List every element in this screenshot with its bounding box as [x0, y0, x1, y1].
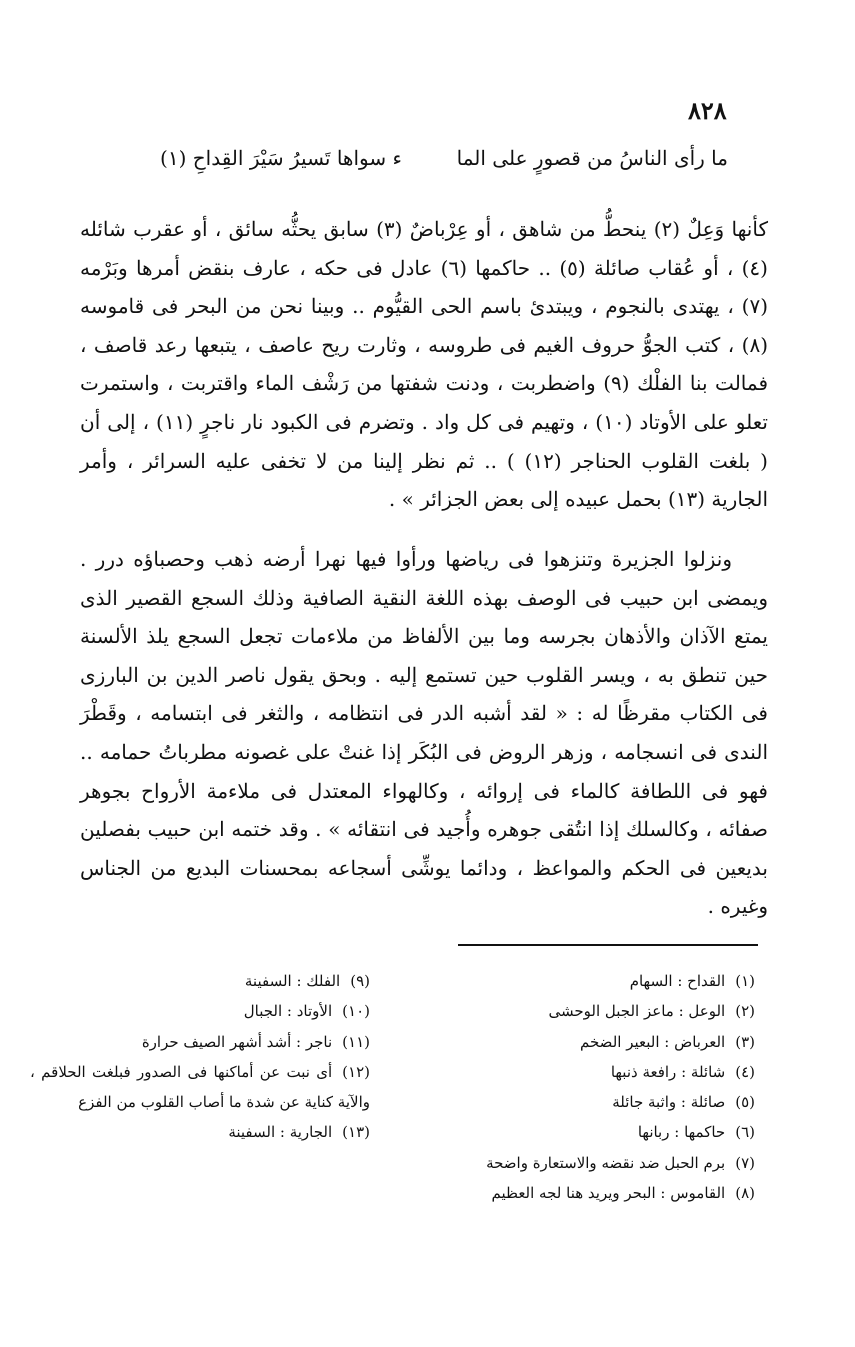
- footnote-text: الأوتاد : الجبال: [243, 1002, 333, 1021]
- footnote-text: الجارية : السفينة: [228, 1123, 333, 1142]
- footnote: [30, 966, 370, 996]
- paragraph-2: ونزلوا الجزيرة وتنزهوا فى رياضها ورأوا فيها نهرا أرضه ذهب وحصباؤه درر . ويمضى ابن حبيب فى الوصف بهذه اللغة النقية الصافية وذلك السجع القصير الذى يمتع الآذان والأذهان بجرسه وما بين الألفاظ من ملاءمات تجعل السجع يلذ الألسنة حين تنطق به ، ويسر القلوب حين تستمع إليه . وبحق يقول ناصر الدين بن البارزى فى الكتاب مقرظًا له : « لقد أشبه الدر فى انتظامه ، والثغر فى ابتسامه ، وقَطْرَ الندى فى انسجامه ، وزهر الروض فى البُكَر إذا غنتْ على غصونه مطرباتُ حمامه .. فهو فى اللطافة كالماء فى إروائه ، وكالهواء المعتدل فى ملاءمة الأرواح بجوهر صفائه ، وكالسلك إذا انتُقى جوهره وأُجيد فى انتقائه » . وقد ختمه ابن حبيب بفصلين بديعين فى الحكم والمواعظ ، ودائما يوشِّى أسجاعه بمحسنات البديع من الجناس وغيره .: [80, 547, 768, 919]
- footnote-text: صائلة : واثبة جائلة: [612, 1093, 726, 1112]
- footnote-number: (٢): [735, 1002, 755, 1021]
- verse-hemistich-left: ء سواها تَسيرُ سَيْرَ القِداحِ (١): [160, 146, 402, 170]
- footnote-text: برم الحبل ضد نقضه والاستعارة واضحة: [486, 1153, 726, 1172]
- footnote-number: (٧): [735, 1153, 755, 1172]
- footnote: [425, 1057, 755, 1087]
- footnote-number: (١٢): [342, 1062, 370, 1081]
- footnotes-left-column: [30, 966, 370, 1148]
- footnote-text: حاكمها : ربانها: [637, 1123, 726, 1142]
- footnote: [425, 1027, 755, 1057]
- footnote-text: ناجر : أشد أشهر الصيف حرارة: [141, 1032, 333, 1051]
- footnote: [425, 1178, 755, 1208]
- footnote: [30, 996, 370, 1026]
- footnote-text: الوعل : ماعز الجبل الوحشى: [548, 1002, 726, 1021]
- footnote: [425, 1117, 755, 1147]
- footnote-text: العرباض : البعير الضخم: [580, 1032, 726, 1051]
- footnote: [425, 996, 755, 1026]
- footnote: [30, 1117, 370, 1147]
- footnote-text: القداح : السهام: [629, 972, 726, 990]
- footnote-text: الفلك : السفينة: [244, 972, 341, 990]
- footnote: [425, 966, 755, 996]
- footnote-number: (٤): [735, 1062, 755, 1081]
- footnote-number: (٦): [735, 1123, 755, 1142]
- footnote-number: (٨): [735, 1184, 755, 1203]
- footnotes-right-column: [425, 966, 755, 1208]
- footnote: [425, 1148, 755, 1178]
- footnote-number: (١٣): [342, 1123, 370, 1142]
- footnote: [30, 1057, 370, 1118]
- page-number: ٨٢٨: [688, 96, 727, 125]
- verse-hemistich-right: ما رأى الناسُ من قصورٍ على الما: [456, 146, 728, 170]
- footnote-number: (١١): [342, 1032, 370, 1051]
- footnote: [425, 1087, 755, 1117]
- footnote-number: (٩): [350, 972, 370, 990]
- footnote: [30, 1027, 370, 1057]
- footnote-divider: [458, 944, 758, 946]
- paragraph-1: كأنها وَعِلٌ (٢) ينحطُّ من شاهق ، أو عِرْباضٌ (٣) سابق يحثُّه سائق ، أو عقرب شائله (٤) ، أو عُقاب صائلة (٥) .. حاكمها (٦) عادل فى حكه ، عارف بنقض أمرها وبَرْمه (٧) ، يهتدى بالنجوم ، ويبتدئ باسم الحى القيُّوم .. وبينا نحن من البحر فى قاموسه (٨) ، كتب الجوُّ حروف الغيم فى طروسه ، وثارت ريح عاصف ، يتبعها رعد قاصف ، فمالت بنا الفلْك (٩) واضطربت ، ودنت شفتها من رَشْف الماء واقتربت ، واستمرت تعلو على الأوتاد (١٠) ، وتهيم فى كل واد . وتضرم فى الكبود نار ناجرٍ (١١) ، إلى أن ( بلغت القلوب الحناجر (١٢) ) .. ثم نظر إلينا من لا تخفى عليه السرائر ، وأمر الجارية (١٣) بحمل عبيده إلى بعض الجزائر » .: [80, 217, 769, 512]
- footnote-text: شائلة : رافعة ذنبها: [610, 1062, 726, 1081]
- footnote-number: (٣): [735, 1032, 755, 1051]
- footnote-text: القاموس : البحر ويريد هنا لجه العظيم: [491, 1184, 726, 1203]
- footnote-number: (١٠): [342, 1002, 370, 1021]
- footnote-number: (١): [735, 972, 755, 990]
- footnote-text: أى نبت عن أماكنها فى الصدور فبلغت الحلاقم ، والآية كناية عن شدة ما أصاب القلوب من الفزع: [30, 1062, 370, 1112]
- footnote-number: (٥): [735, 1093, 755, 1112]
